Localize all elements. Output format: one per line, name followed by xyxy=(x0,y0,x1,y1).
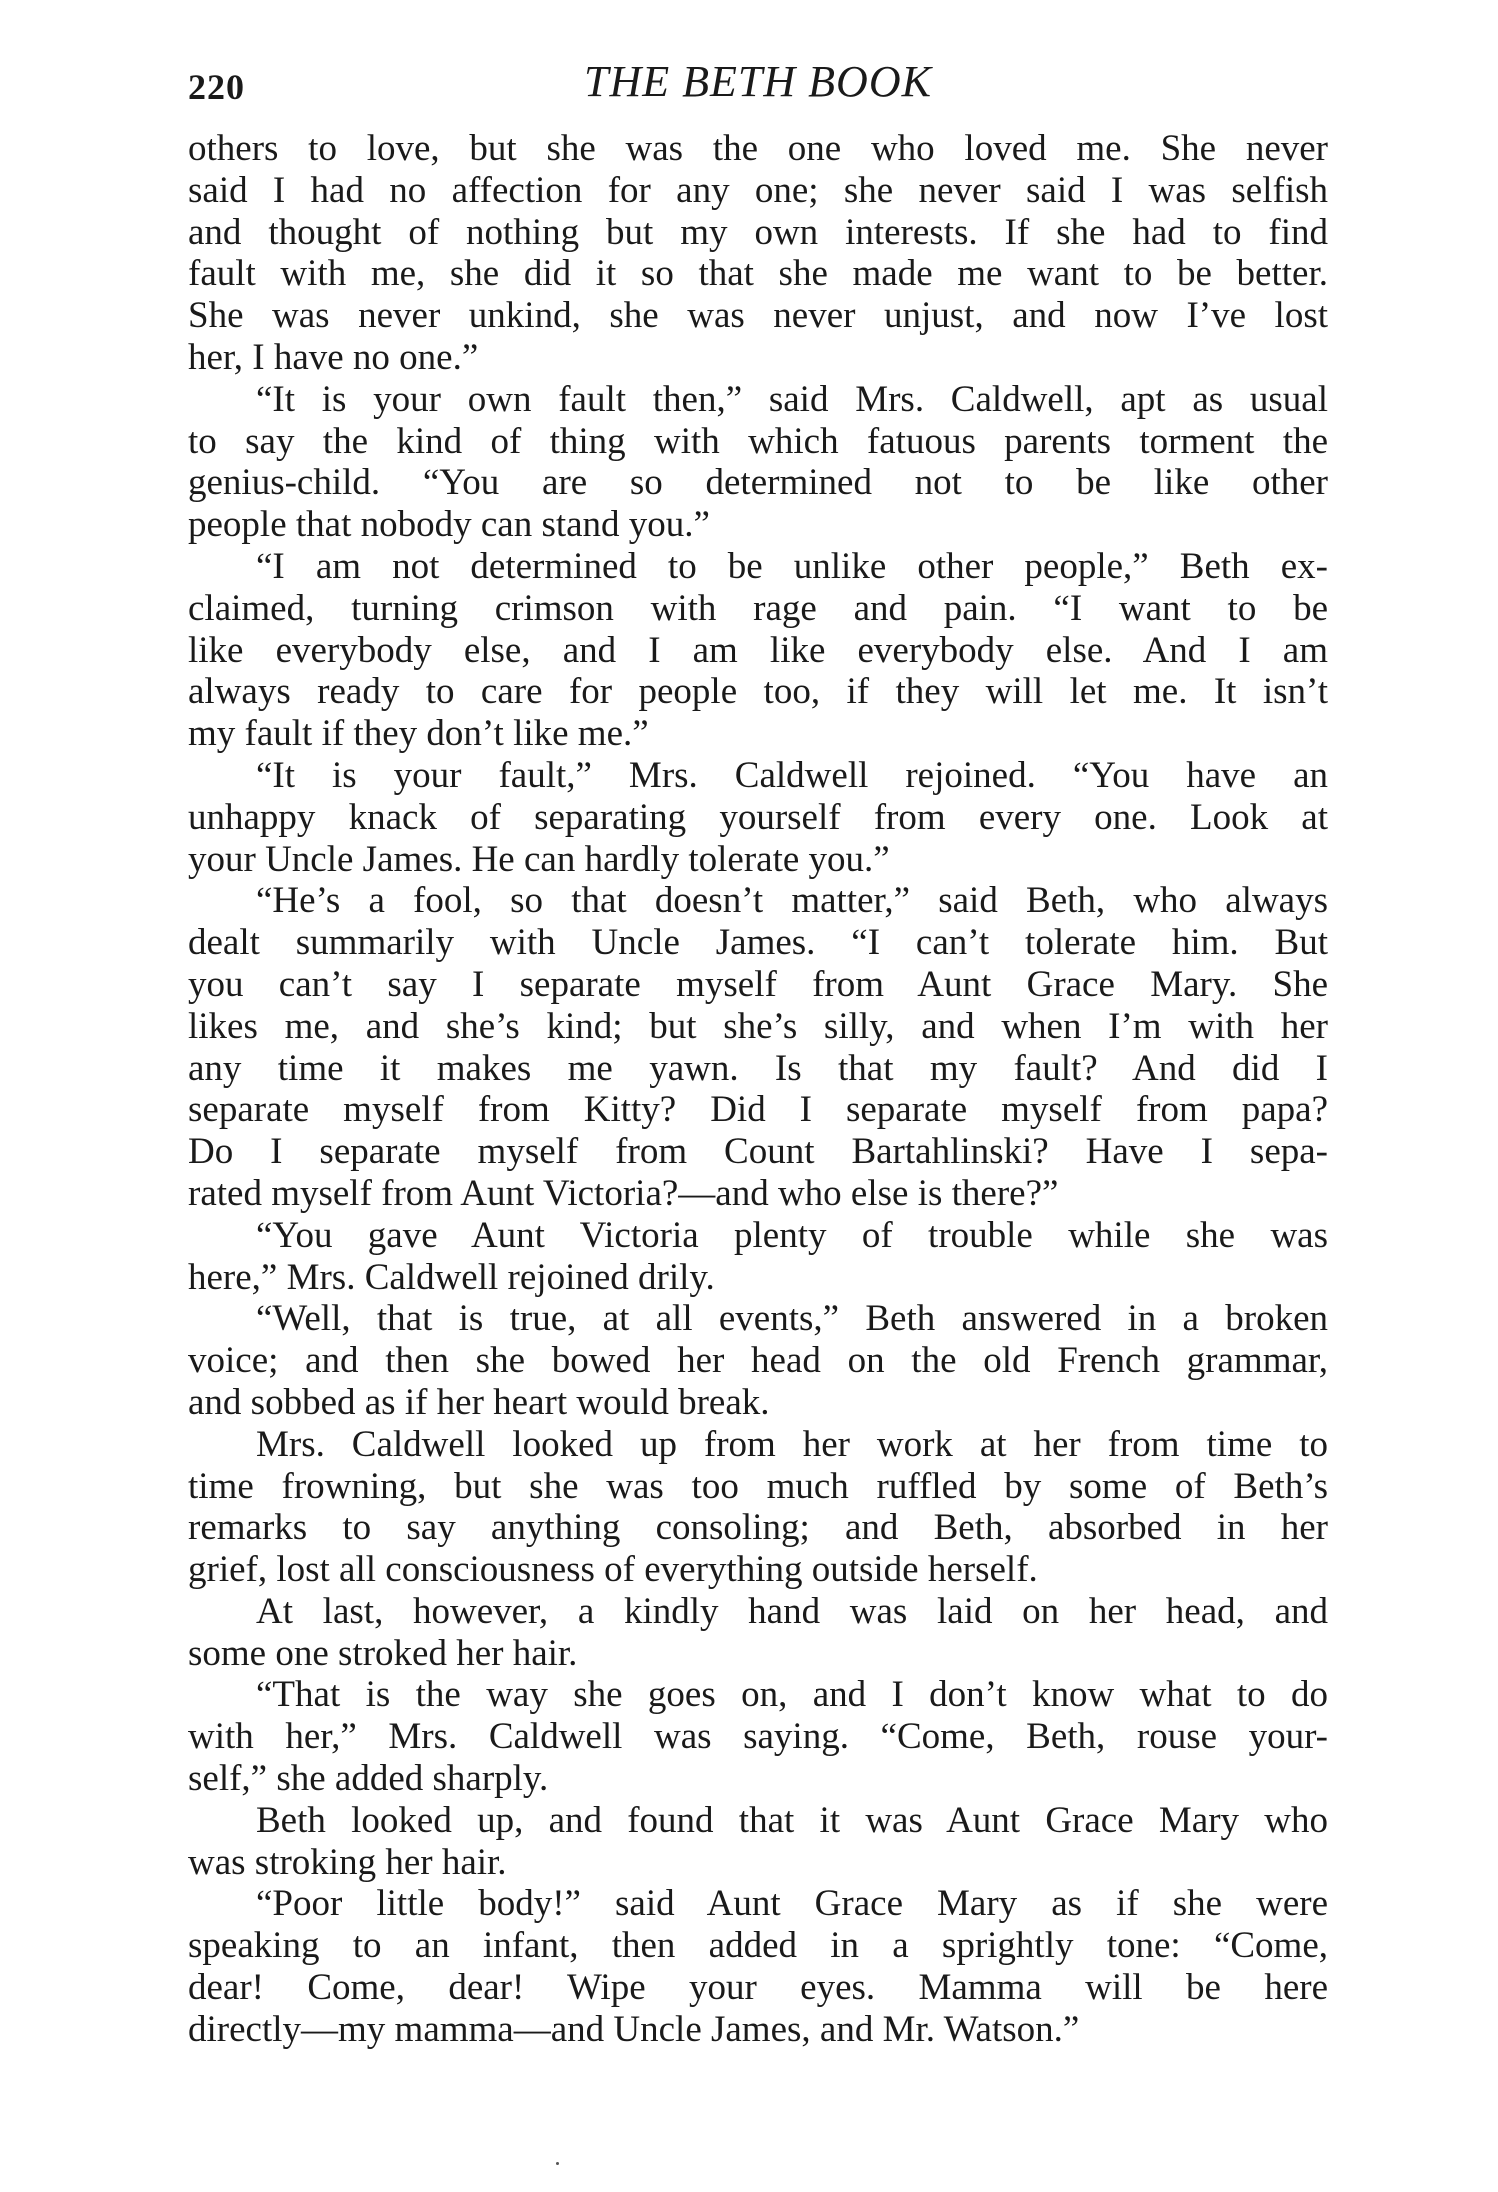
text-line: “You gave Aunt Victoria plenty of trouble while she was xyxy=(256,1214,1328,1256)
text-line: “I am not determined to be unlike other people,” Beth ex- xyxy=(256,545,1328,587)
text-line: and thought of nothing but my own interests. If she had to find xyxy=(188,211,1328,253)
text-line: claimed, turning crimson with rage and pain. “I want to be xyxy=(188,587,1328,629)
body-text xyxy=(188,128,1328,2051)
text-line: self,” she added sharply. xyxy=(188,1758,549,1800)
text-line: likes me, and she’s kind; but she’s silly, and when I’m with her xyxy=(188,1005,1328,1047)
text-line: “Poor little body!” said Aunt Grace Mary as if she were xyxy=(256,1883,1328,1925)
page-number: 220 xyxy=(188,67,245,107)
text-line: with her,” Mrs. Caldwell was saying. “Come, Beth, rouse your- xyxy=(188,1716,1328,1758)
text-line: “It is your own fault then,” said Mrs. Caldwell, apt as usual xyxy=(256,378,1328,420)
print-speck xyxy=(556,2162,559,2165)
text-line: fault with me, she did it so that she made me want to be better. xyxy=(188,253,1328,295)
text-line: “He’s a fool, so that doesn’t matter,” said Beth, who always xyxy=(256,880,1328,922)
running-title: THE BETH BOOK xyxy=(584,57,932,106)
text-line: dealt summarily with Uncle James. “I can’t tolerate him. But xyxy=(188,922,1328,964)
text-line: rated myself from Aunt Victoria?—and who else is there?” xyxy=(188,1172,1059,1214)
text-line: and sobbed as if her heart would break. xyxy=(188,1381,770,1423)
text-line: people that nobody can stand you.” xyxy=(188,504,710,546)
text-line: She was never unkind, she was never unjust, and now I’ve lost xyxy=(188,295,1328,337)
text-line: some one stroked her hair. xyxy=(188,1632,578,1674)
text-line: voice; and then she bowed her head on the old French grammar, xyxy=(188,1340,1328,1382)
text-line: her, I have no one.” xyxy=(188,336,479,378)
text-line: At last, however, a kindly hand was laid on her head, and xyxy=(256,1590,1328,1632)
text-line: “Well, that is true, at all events,” Beth answered in a broken xyxy=(256,1298,1328,1340)
text-line: was stroking her hair. xyxy=(188,1841,507,1883)
text-line: unhappy knack of separating yourself from every one. Look at xyxy=(188,796,1328,838)
text-line: you can’t say I separate myself from Aunt Grace Mary. She xyxy=(188,963,1328,1005)
text-line: any time it makes me yawn. Is that my fault? And did I xyxy=(188,1047,1328,1089)
text-line: my fault if they don’t like me.” xyxy=(188,713,649,755)
text-line: “It is your fault,” Mrs. Caldwell rejoined. “You have an xyxy=(256,754,1328,796)
text-line: said I had no affection for any one; she never said I was selfish xyxy=(188,169,1328,211)
text-line: genius-child. “You are so determined not to be like other xyxy=(188,462,1328,504)
text-line: your Uncle James. He can hardly tolerate you.” xyxy=(188,838,890,880)
text-line: others to love, but she was the one who loved me. She never xyxy=(188,128,1328,169)
text-line: dear! Come, dear! Wipe your eyes. Mamma will be here xyxy=(188,1967,1328,2009)
text-line: time frowning, but she was too much ruffled by some of Beth’s xyxy=(188,1465,1328,1507)
text-line: directly—my mamma—and Uncle James, and Mr. Watson.” xyxy=(188,2008,1080,2050)
text-line: Mrs. Caldwell looked up from her work at her from time to xyxy=(256,1423,1328,1465)
text-line: Do I separate myself from Count Bartahlinski? Have I sepa- xyxy=(188,1131,1328,1173)
text-line: to say the kind of thing with which fatuous parents torment the xyxy=(188,420,1328,462)
text-line: here,” Mrs. Caldwell rejoined drily. xyxy=(188,1256,715,1298)
text-line: separate myself from Kitty? Did I separate myself from papa? xyxy=(188,1089,1328,1131)
text-line: like everybody else, and I am like everybody else. And I am xyxy=(188,629,1328,671)
text-line: remarks to say anything consoling; and Beth, absorbed in her xyxy=(188,1507,1328,1549)
text-line: grief, lost all consciousness of everything outside herself. xyxy=(188,1549,1038,1591)
page-header xyxy=(188,56,1328,116)
text-line: speaking to an infant, then added in a sprightly tone: “Come, xyxy=(188,1925,1328,1967)
text-line: “That is the way she goes on, and I don’t know what to do xyxy=(256,1674,1328,1716)
text-line: Beth looked up, and found that it was Aunt Grace Mary who xyxy=(256,1799,1328,1841)
text-line: always ready to care for people too, if they will let me. It isn’t xyxy=(188,671,1328,713)
